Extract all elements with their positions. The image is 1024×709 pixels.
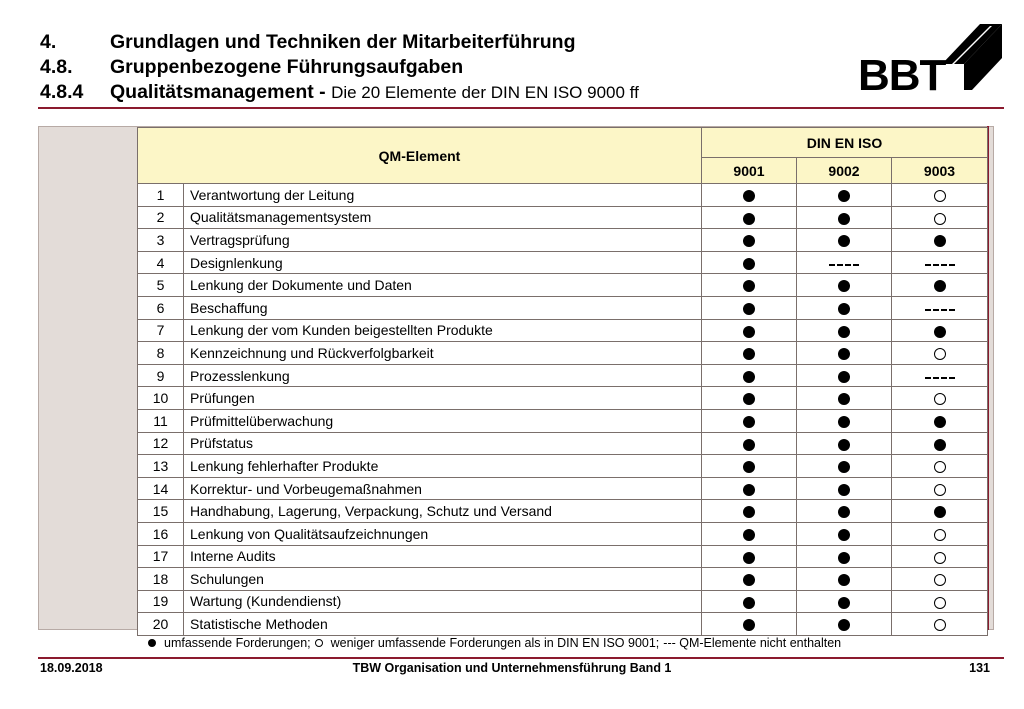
row-number: 10: [138, 387, 184, 410]
mark-cell-9003: [892, 251, 988, 274]
open-circle-icon: [934, 597, 946, 609]
filled-circle-icon: [838, 416, 850, 428]
mark-cell-9003: [892, 545, 988, 568]
table-row: [138, 432, 988, 455]
mark-cell-9002: [797, 251, 892, 274]
mark-cell-9002: [797, 568, 892, 591]
filled-circle-icon: [743, 280, 755, 292]
row-number: 17: [138, 545, 184, 568]
heading-main: Qualitätsmanagement -: [110, 81, 332, 103]
table-row: [138, 590, 988, 613]
filled-circle-icon: [838, 552, 850, 564]
filled-circle-icon: [838, 371, 850, 383]
qm-element-header: QM-Element: [138, 128, 702, 184]
heading-text: Gruppenbezogene Führungsaufgaben: [110, 56, 464, 78]
row-label: Lenkung der vom Kunden beigestellten Produkte: [184, 319, 702, 342]
open-circle-icon: [934, 574, 946, 586]
filled-circle-icon: [743, 393, 755, 405]
mark-cell-9002: [797, 613, 892, 636]
mark-cell-9002: [797, 409, 892, 432]
filled-circle-icon: [743, 506, 755, 518]
mark-cell-9002: [797, 590, 892, 613]
row-number: 18: [138, 568, 184, 591]
table-row: [138, 364, 988, 387]
filled-circle-icon: [743, 619, 755, 631]
table-body: [138, 184, 988, 636]
filled-circle-icon: [838, 529, 850, 541]
not-included-dash-icon: [925, 304, 955, 314]
mark-cell-9003: [892, 364, 988, 387]
open-circle-icon: [934, 484, 946, 496]
filled-circle-icon: [838, 619, 850, 631]
filled-circle-icon: [743, 303, 755, 315]
mark-cell-9003: [892, 477, 988, 500]
filled-circle-icon: [743, 552, 755, 564]
table-row: [138, 545, 988, 568]
mark-cell-9002: [797, 319, 892, 342]
mark-cell-9001: [702, 296, 797, 319]
filled-circle-icon: [838, 326, 850, 338]
table-row: [138, 522, 988, 545]
mark-cell-9003: [892, 184, 988, 207]
logo-text: BBT: [858, 51, 946, 98]
open-circle-icon: [934, 348, 946, 360]
mark-cell-9002: [797, 477, 892, 500]
filled-circle-icon: [743, 258, 755, 270]
mark-cell-9001: [702, 229, 797, 252]
filled-circle-icon: [743, 371, 755, 383]
table-row: [138, 296, 988, 319]
filled-circle-icon: [743, 213, 755, 225]
legend-open-text: weniger umfassende Forderungen als in DIN EN ISO 9001;: [330, 636, 660, 650]
table-row: [138, 409, 988, 432]
heading-text: [110, 80, 639, 105]
mark-cell-9002: [797, 342, 892, 365]
table-row: [138, 206, 988, 229]
table-row: [138, 319, 988, 342]
qm-elements-table: [137, 127, 988, 636]
not-included-dash-icon: [925, 372, 955, 382]
row-number: 6: [138, 296, 184, 319]
row-label: Qualitätsmanagementsystem: [184, 206, 702, 229]
filled-circle-icon: [743, 235, 755, 247]
filled-circle-icon: [934, 416, 946, 428]
row-label: Beschaffung: [184, 296, 702, 319]
row-label: Prüfungen: [184, 387, 702, 410]
table-row: [138, 455, 988, 478]
row-number: 20: [138, 613, 184, 636]
filled-circle-icon: [838, 506, 850, 518]
mark-cell-9002: [797, 500, 892, 523]
row-number: 14: [138, 477, 184, 500]
row-label: Statistische Methoden: [184, 613, 702, 636]
open-circle-icon: [934, 461, 946, 473]
table-row: [138, 568, 988, 591]
filled-circle-icon: [838, 393, 850, 405]
row-number: 5: [138, 274, 184, 297]
mark-cell-9003: [892, 387, 988, 410]
legend-none-text: --- QM-Elemente nicht enthalten: [663, 636, 842, 650]
mark-cell-9001: [702, 319, 797, 342]
open-circle-icon: [934, 190, 946, 202]
mark-cell-9001: [702, 500, 797, 523]
filled-circle-icon: [743, 416, 755, 428]
mark-cell-9002: [797, 545, 892, 568]
filled-circle-icon: [148, 639, 156, 647]
mark-cell-9001: [702, 432, 797, 455]
mark-cell-9003: [892, 522, 988, 545]
mark-cell-9001: [702, 274, 797, 297]
row-label: Vertragsprüfung: [184, 229, 702, 252]
filled-circle-icon: [743, 574, 755, 586]
mark-cell-9003: [892, 319, 988, 342]
mark-cell-9003: [892, 500, 988, 523]
mark-cell-9003: [892, 409, 988, 432]
mark-cell-9001: [702, 568, 797, 591]
row-number: 4: [138, 251, 184, 274]
column-header-9001: 9001: [702, 158, 797, 184]
heading-number: 4.: [40, 31, 57, 53]
mark-cell-9001: [702, 477, 797, 500]
mark-cell-9001: [702, 342, 797, 365]
row-number: 12: [138, 432, 184, 455]
table-row: [138, 229, 988, 252]
mark-cell-9002: [797, 522, 892, 545]
not-included-dash-icon: [829, 259, 859, 269]
mark-cell-9002: [797, 387, 892, 410]
row-label: Lenkung fehlerhafter Produkte: [184, 455, 702, 478]
row-number: 15: [138, 500, 184, 523]
filled-circle-icon: [743, 461, 755, 473]
open-circle-icon: [934, 393, 946, 405]
table-row: [138, 342, 988, 365]
row-label: Wartung (Kundendienst): [184, 590, 702, 613]
mark-cell-9001: [702, 409, 797, 432]
filled-circle-icon: [838, 597, 850, 609]
row-number: 2: [138, 206, 184, 229]
row-label: Interne Audits: [184, 545, 702, 568]
filled-circle-icon: [838, 303, 850, 315]
row-label: Korrektur- und Vorbeugemaßnahmen: [184, 477, 702, 500]
filled-circle-icon: [838, 574, 850, 586]
page-number: 131: [969, 661, 990, 675]
mark-cell-9001: [702, 251, 797, 274]
mark-cell-9001: [702, 184, 797, 207]
legend-full-text: umfassende Forderungen;: [164, 636, 311, 650]
mark-cell-9001: [702, 206, 797, 229]
mark-cell-9001: [702, 545, 797, 568]
heading-number: 4.8.: [40, 56, 73, 78]
mark-cell-9003: [892, 206, 988, 229]
mark-cell-9002: [797, 455, 892, 478]
mark-cell-9002: [797, 296, 892, 319]
header-divider: [38, 107, 1004, 109]
row-label: Schulungen: [184, 568, 702, 591]
mark-cell-9002: [797, 229, 892, 252]
mark-cell-9003: [892, 229, 988, 252]
filled-circle-icon: [743, 439, 755, 451]
filled-circle-icon: [743, 529, 755, 541]
filled-circle-icon: [743, 190, 755, 202]
open-circle-icon: [315, 639, 323, 647]
filled-circle-icon: [934, 235, 946, 247]
filled-circle-icon: [743, 484, 755, 496]
row-label: Handhabung, Lagerung, Verpackung, Schutz und Versand: [184, 500, 702, 523]
row-number: 8: [138, 342, 184, 365]
row-number: 16: [138, 522, 184, 545]
mark-cell-9002: [797, 184, 892, 207]
mark-cell-9003: [892, 432, 988, 455]
filled-circle-icon: [838, 190, 850, 202]
mark-cell-9002: [797, 206, 892, 229]
filled-circle-icon: [743, 326, 755, 338]
table-row: [138, 251, 988, 274]
filled-circle-icon: [934, 326, 946, 338]
table-row: [138, 274, 988, 297]
mark-cell-9001: [702, 455, 797, 478]
bbt-logo: [856, 18, 1002, 98]
row-number: 1: [138, 184, 184, 207]
row-label: Lenkung der Dokumente und Daten: [184, 274, 702, 297]
row-number: 7: [138, 319, 184, 342]
row-label: Verantwortung der Leitung: [184, 184, 702, 207]
mark-cell-9002: [797, 432, 892, 455]
mark-cell-9003: [892, 568, 988, 591]
footer-divider: [38, 657, 1004, 659]
filled-circle-icon: [934, 280, 946, 292]
mark-cell-9003: [892, 613, 988, 636]
row-label: Prozesslenkung: [184, 364, 702, 387]
mark-cell-9003: [892, 455, 988, 478]
table-row: [138, 387, 988, 410]
table-row: [138, 613, 988, 636]
filled-circle-icon: [934, 506, 946, 518]
row-label: Designlenkung: [184, 251, 702, 274]
row-number: 13: [138, 455, 184, 478]
row-label: Kennzeichnung und Rückverfolgbarkeit: [184, 342, 702, 365]
filled-circle-icon: [838, 280, 850, 292]
filled-circle-icon: [838, 484, 850, 496]
mark-cell-9003: [892, 274, 988, 297]
filled-circle-icon: [838, 348, 850, 360]
filled-circle-icon: [838, 213, 850, 225]
mark-cell-9003: [892, 296, 988, 319]
mark-cell-9001: [702, 590, 797, 613]
row-label: Prüfmittelüberwachung: [184, 409, 702, 432]
filled-circle-icon: [838, 235, 850, 247]
legend: [148, 636, 841, 650]
mark-cell-9003: [892, 342, 988, 365]
filled-circle-icon: [743, 348, 755, 360]
row-number: 3: [138, 229, 184, 252]
heading-subtitle: Die 20 Elemente der DIN EN ISO 9000 ff: [331, 83, 639, 102]
row-number: 19: [138, 590, 184, 613]
open-circle-icon: [934, 529, 946, 541]
mark-cell-9001: [702, 522, 797, 545]
mark-cell-9001: [702, 364, 797, 387]
table-row: [138, 477, 988, 500]
open-circle-icon: [934, 213, 946, 225]
table-row: [138, 184, 988, 207]
standard-header: DIN EN ISO: [702, 128, 988, 158]
mark-cell-9002: [797, 364, 892, 387]
row-number: 9: [138, 364, 184, 387]
filled-circle-icon: [934, 439, 946, 451]
heading-text: Grundlagen und Techniken der Mitarbeiterführung: [110, 31, 576, 53]
mark-cell-9001: [702, 613, 797, 636]
row-number: 11: [138, 409, 184, 432]
footer-date: 18.09.2018: [40, 661, 103, 675]
filled-circle-icon: [743, 597, 755, 609]
filled-circle-icon: [838, 461, 850, 473]
open-circle-icon: [934, 619, 946, 631]
mark-cell-9001: [702, 387, 797, 410]
column-header-9003: 9003: [892, 158, 988, 184]
row-label: Lenkung von Qualitätsaufzeichnungen: [184, 522, 702, 545]
table-row: [138, 500, 988, 523]
row-label: Prüfstatus: [184, 432, 702, 455]
open-circle-icon: [934, 552, 946, 564]
column-header-9002: 9002: [797, 158, 892, 184]
footer-title: TBW Organisation und Unternehmensführung Band 1: [352, 661, 672, 675]
mark-cell-9003: [892, 590, 988, 613]
mark-cell-9002: [797, 274, 892, 297]
heading-number: 4.8.4: [40, 81, 84, 103]
not-included-dash-icon: [925, 259, 955, 269]
filled-circle-icon: [838, 439, 850, 451]
